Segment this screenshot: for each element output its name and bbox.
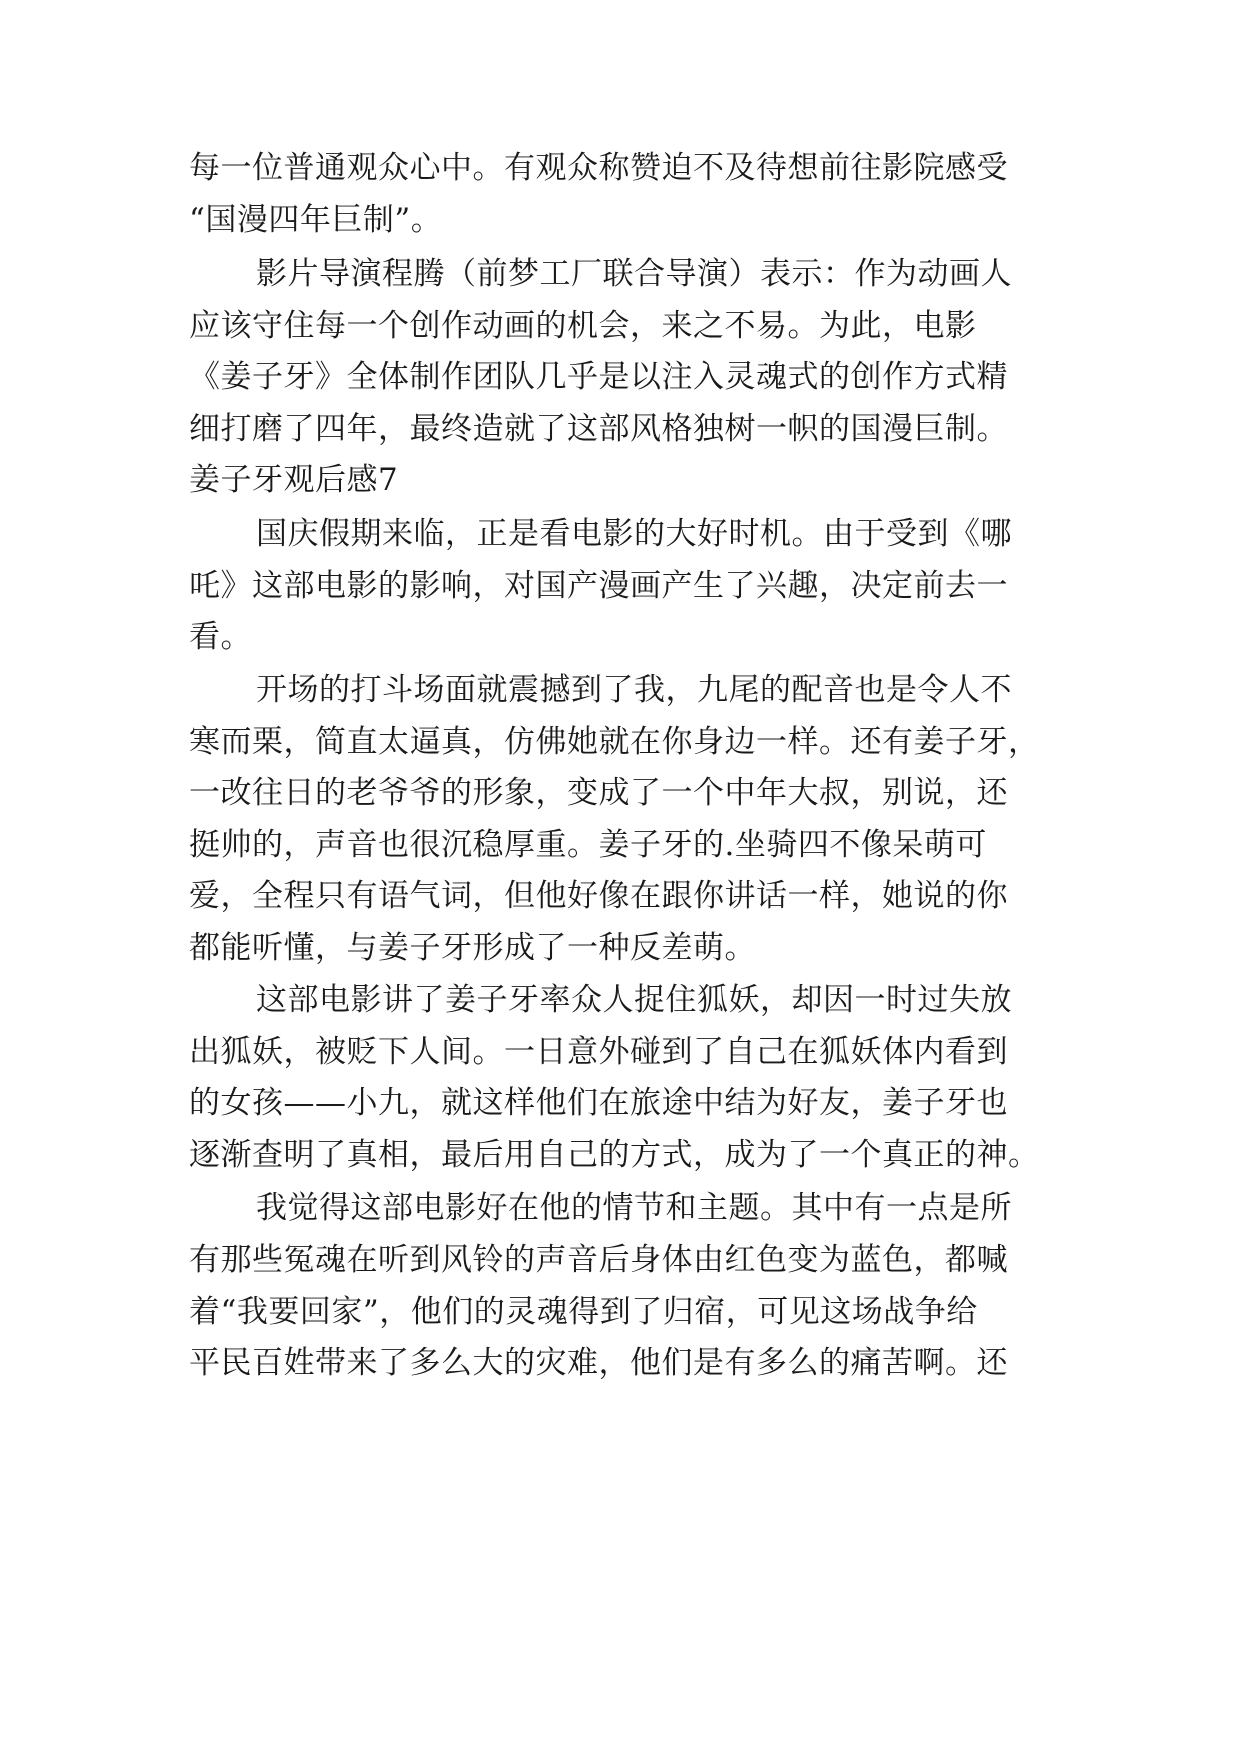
text-line: “国漫四年巨制”。 — [189, 202, 443, 238]
paragraph-first-line: 影片导演程腾（前梦工厂联合导演）表示：作为动画人 — [256, 256, 1012, 292]
text-line: 寒而栗，简直太逼真，仿佛她就在你身边一样。还有姜子牙， — [189, 724, 1040, 760]
text-line: 都能听懂，与姜子牙形成了一种反差萌。 — [189, 930, 756, 966]
text-line: 看。 — [189, 619, 252, 655]
text-line: 《姜子牙》全体制作团队几乎是以注入灵魂式的创作方式精 — [189, 359, 1008, 395]
text-line: 细打磨了四年，最终造就了这部风格独树一帜的国漫巨制。 — [189, 411, 1008, 447]
paragraph-first-line: 国庆假期来临，正是看电影的大好时机。由于受到《哪 — [256, 516, 1012, 552]
text-line: 一改往日的老爷爷的形象，变成了一个中年大叔，别说，还 — [189, 775, 1008, 811]
section-heading: 姜子牙观后感7 — [189, 462, 399, 498]
paragraph-first-line: 这部电影讲了姜子牙率众人捉住狐妖，却因一时过失放 — [256, 982, 1012, 1018]
text-line: 挺帅的，声音也很沉稳厚重。姜子牙的.坐骑四不像呆萌可 — [189, 827, 987, 863]
paragraph-first-line: 我觉得这部电影好在他的情节和主题。其中有一点是所 — [256, 1190, 1012, 1226]
text-line: 着“我要回家”，他们的灵魂得到了归宿，可见这场战争给 — [189, 1294, 978, 1330]
paragraph-first-line: 开场的打斗场面就震撼到了我，九尾的配音也是令人不 — [256, 672, 1012, 708]
text-line: 出狐妖，被贬下人间。一日意外碰到了自己在狐妖体内看到 — [189, 1034, 1008, 1070]
text-line: 爱，全程只有语气词，但他好像在跟你讲话一样，她说的你 — [189, 878, 1008, 914]
text-line: 每一位普通观众心中。有观众称赞迫不及待想前往影院感受 — [189, 150, 1008, 186]
text-line: 的女孩——小九，就这样他们在旅途中结为好友，姜子牙也 — [189, 1085, 1008, 1121]
text-line: 吒》这部电影的影响，对国产漫画产生了兴趣，决定前去一 — [189, 568, 1008, 604]
text-line: 平民百姓带来了多么大的灾难，他们是有多么的痛苦啊。还 — [189, 1345, 1008, 1381]
text-line: 逐渐查明了真相，最后用自己的方式，成为了一个真正的神。 — [189, 1137, 1040, 1173]
text-line: 有那些冤魂在听到风铃的声音后身体由红色变为蓝色，都喊 — [189, 1242, 1008, 1278]
text-line: 应该守住每一个创作动画的机会，来之不易。为此，电影 — [189, 308, 977, 344]
